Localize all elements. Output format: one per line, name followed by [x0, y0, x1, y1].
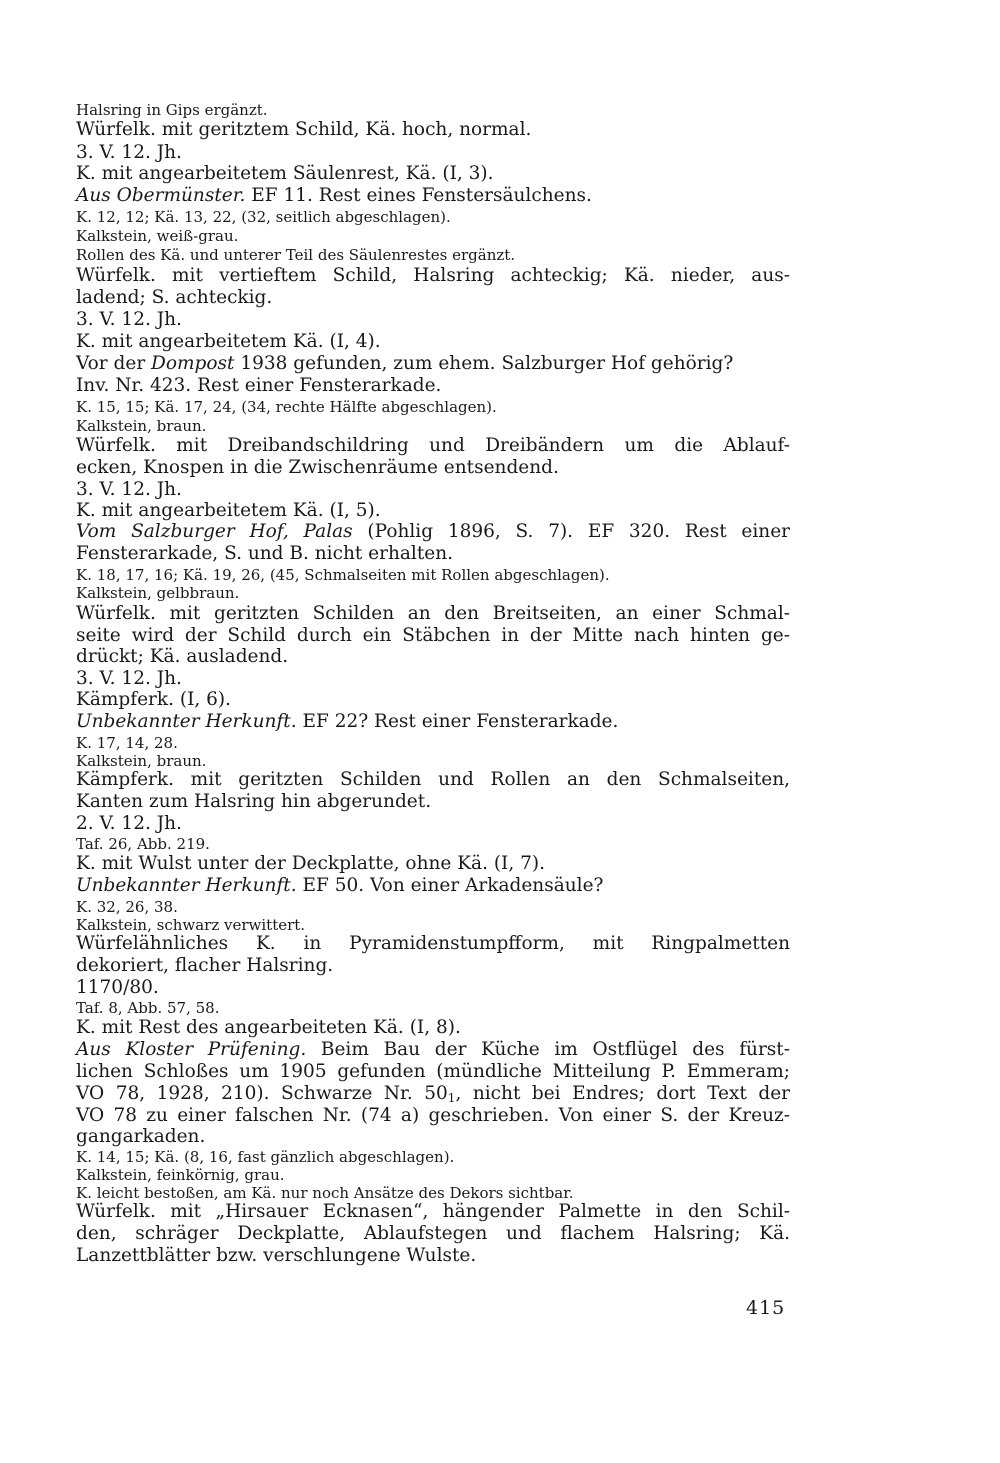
text-line: 3. V. 12. Jh.	[76, 142, 182, 163]
text-line: VO 78 zu einer falschen Nr. (74 a) geschrieben. Von einer S. der Kreuz-	[76, 1105, 790, 1126]
text-line: Würfelk. mit „Hirsauer Ecknasen“, hängender Palmette in den Schil-	[76, 1201, 790, 1222]
text-line: VO 78, 1928, 210). Schwarze Nr. $50_1$, nicht bei Endres; dort Text der	[76, 1083, 790, 1105]
text-line: Kämpferk. (I, 6).	[76, 689, 232, 710]
text-line: Würfelähnliches K. in Pyramidenstumpfform, mit Ringpalmetten	[76, 933, 790, 954]
text-line: K. mit Rest des angearbeiteten Kä. (I, 8).	[76, 1017, 461, 1038]
text-line: Kalkstein, braun.	[76, 752, 207, 770]
text-line: Aus Obermünster. EF 11. Rest eines Fenstersäulchens.	[76, 185, 592, 206]
text-line: seite wird der Schild durch ein Stäbchen in der Mitte nach hinten ge-	[76, 625, 790, 646]
text-line: Würfelk. mit geritztem Schild, Kä. hoch, normal.	[76, 119, 532, 140]
text-line: Taf. 26, Abb. 219.	[76, 835, 210, 853]
text-line: Kämpferk. mit geritzten Schilden und Rollen an den Schmalseiten,	[76, 769, 790, 790]
text-line: Kalkstein, feinkörnig, grau.	[76, 1166, 285, 1184]
text-line: K. leicht bestoßen, am Kä. nur noch Ansätze des Dekors sichtbar.	[76, 1184, 574, 1202]
text-line: Taf. 8, Abb. 57, 58.	[76, 999, 220, 1017]
text-line: ladend; S. achteckig.	[76, 287, 273, 308]
text-line: K. mit angearbeitetem Säulenrest, Kä. (I, 3).	[76, 163, 494, 184]
text-line: Fensterarkade, S. und B. nicht erhalten.	[76, 543, 454, 564]
text-line: K. 17, 14, 28.	[76, 734, 178, 752]
text-line: K. mit angearbeitetem Kä. (I, 4).	[76, 331, 381, 352]
text-line: Kalkstein, weiß-grau.	[76, 227, 239, 245]
text-line: K. mit Wulst unter der Deckplatte, ohne Kä. (I, 7).	[76, 853, 545, 874]
text-line: 3. V. 12. Jh.	[76, 309, 182, 330]
text-line: Halsring in Gips ergänzt.	[76, 101, 268, 119]
text-line: Vor der Dompost 1938 gefunden, zum ehem. Salzburger Hof gehörig?	[76, 353, 734, 374]
text-line: Kanten zum Halsring hin abgerundet.	[76, 791, 432, 812]
text-line: Kalkstein, braun.	[76, 417, 207, 435]
text-line: K. 15, 15; Kä. 17, 24, (34, rechte Hälfte abgeschlagen).	[76, 398, 497, 416]
text-line: K. mit angearbeitetem Kä. (I, 5).	[76, 500, 381, 521]
text-line: gangarkaden.	[76, 1126, 206, 1147]
text-line: Würfelk. mit vertieftem Schild, Halsring achteckig; Kä. nieder, aus-	[76, 265, 790, 286]
text-line: Kalkstein, schwarz verwittert.	[76, 916, 306, 934]
text-line: Unbekannter Herkunft. EF 22? Rest einer Fensterarkade.	[76, 711, 619, 732]
text-line: K. 18, 17, 16; Kä. 19, 26, (45, Schmalseiten mit Rollen abgeschlagen).	[76, 566, 610, 584]
text-line: 3. V. 12. Jh.	[76, 479, 182, 500]
text-line: Aus Kloster Prüfening. Beim Bau der Küche im Ostflügel des fürst-	[76, 1039, 790, 1060]
page-number: 415	[746, 1297, 786, 1319]
text-line: Inv. Nr. 423. Rest einer Fensterarkade.	[76, 375, 442, 396]
text-line: Rollen des Kä. und unterer Teil des Säulenrestes ergänzt.	[76, 246, 516, 264]
text-line: den, schräger Deckplatte, Ablaufstegen und flachem Halsring; Kä.	[76, 1223, 790, 1244]
text-line: Lanzettblätter bzw. verschlungene Wulste.	[76, 1245, 477, 1266]
text-line: K. 12, 12; Kä. 13, 22, (32, seitlich abgeschlagen).	[76, 208, 451, 226]
text-line: ecken, Knospen in die Zwischenräume entsendend.	[76, 457, 559, 478]
text-line: Unbekannter Herkunft. EF 50. Von einer Arkadensäule?	[76, 875, 604, 896]
text-line: Kalkstein, gelbbraun.	[76, 584, 240, 602]
text-line: K. 14, 15; Kä. (8, 16, fast gänzlich abgeschlagen).	[76, 1148, 455, 1166]
text-line: 3. V. 12. Jh.	[76, 668, 182, 689]
text-line: Würfelk. mit Dreibandschildring und Dreibändern um die Ablauf-	[76, 435, 790, 456]
text-line: dekoriert, flacher Halsring.	[76, 955, 334, 976]
text-line: Würfelk. mit geritzten Schilden an den Breitseiten, an einer Schmal-	[76, 603, 790, 624]
text-line: lichen Schloßes um 1905 gefunden (mündliche Mitteilung P. Emmeram;	[76, 1061, 790, 1082]
text-line: 1170/80.	[76, 977, 159, 998]
text-line: 2. V. 12. Jh.	[76, 813, 182, 834]
text-line: Vom Salzburger Hof, Palas (Pohlig 1896, S. 7). EF 320. Rest einer	[76, 521, 791, 542]
text-line: drückt; Kä. ausladend.	[76, 646, 289, 667]
text-line: K. 32, 26, 38.	[76, 898, 178, 916]
